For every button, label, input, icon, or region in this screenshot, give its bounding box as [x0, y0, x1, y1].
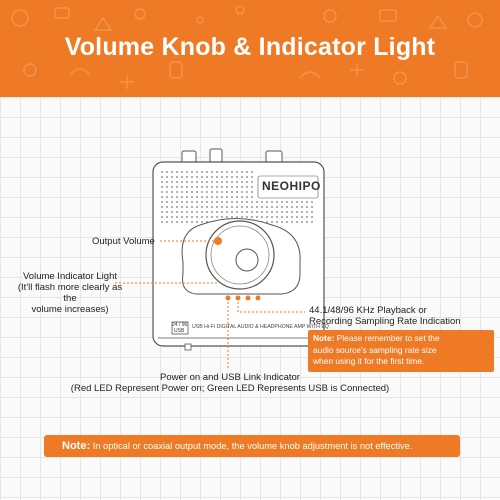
volume-indicator-line2: (It'll flash more clearly as the — [17, 282, 123, 304]
side-note-text1: Please remember to set the — [334, 333, 440, 343]
device-brand: NEOHIPO — [262, 179, 321, 193]
volume-indicator-line1: Volume Indicator Light — [22, 271, 117, 282]
label-power-usb — [20, 372, 440, 394]
label-sample-rate — [309, 305, 494, 327]
bottom-note-bar — [44, 435, 460, 457]
side-note-text2: audio source's sampling rate size — [313, 344, 437, 355]
side-note-text3: when using it for the first time. — [313, 356, 425, 366]
page-title: Volume Knob & Indicator Light — [64, 33, 436, 61]
power-line2: (Red LED Represent Power on; Green LED Represents USB is Connected) — [70, 383, 390, 394]
bottom-note-prefix: Note: — [62, 440, 91, 452]
label-volume-indicator — [10, 271, 130, 315]
side-note-prefix: Note: — [313, 333, 335, 343]
device-model-text: USB Hi-Fi DIGITAL AUDIO & HEADPHONE AMP WITH EQ — [192, 324, 329, 330]
sample-rate-note — [308, 330, 494, 372]
device-badge-top: 24 / 96 — [172, 322, 188, 328]
playback-line1: 44.1/48/96 KHz Playback or — [309, 305, 427, 316]
bottom-note-text: In optical or coaxial output mode, the volume knob adjustment is not effective. — [90, 441, 413, 451]
knob-indicator — [214, 237, 222, 245]
volume-indicator-line3: volume increases) — [31, 304, 109, 315]
playback-line2: Recording Sampling Rate Indication — [309, 316, 461, 327]
device-badge-bottom: USB — [174, 328, 185, 334]
power-line1: Power on and USB Link Indicator — [160, 372, 300, 383]
label-output-volume: Output Volume — [92, 236, 155, 247]
